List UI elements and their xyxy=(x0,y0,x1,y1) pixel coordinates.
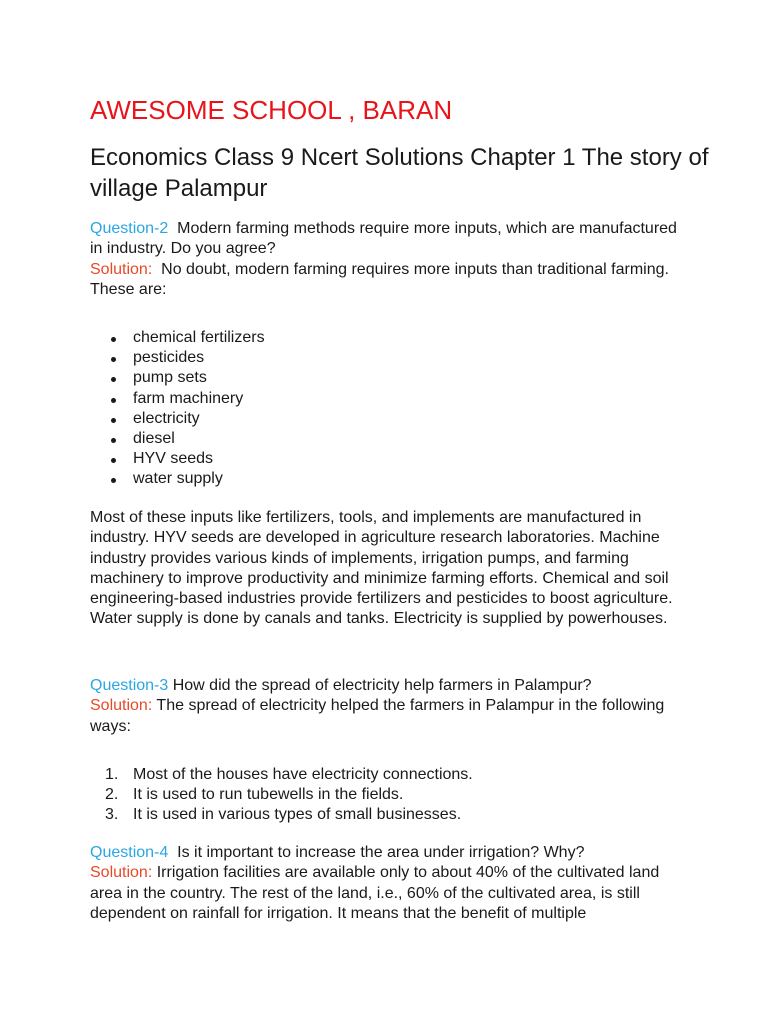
question-3 xyxy=(90,676,690,737)
list-item: pesticides xyxy=(90,348,265,368)
school-name: AWESOME SCHOOL , BARAN xyxy=(90,95,453,125)
list-item: pump sets xyxy=(90,368,265,388)
list-text: It is used in various types of small businesses. xyxy=(133,806,462,824)
solution-text: No doubt, modern farming requires more inputs than traditional farming. These are: xyxy=(90,260,669,298)
list-text: Most of the houses have electricity connections. xyxy=(133,766,473,783)
question-label: Question-4 xyxy=(90,844,169,861)
list-item: farm machinery xyxy=(90,389,265,409)
question-2 xyxy=(90,219,690,300)
solution-label: Solution: xyxy=(90,260,153,278)
list-item: water supply xyxy=(90,469,265,489)
question-text: How did the spread of electricity help farmers in Palampur? xyxy=(172,677,592,694)
list-item xyxy=(90,785,473,805)
list-number: 2. xyxy=(105,786,119,804)
list-item: diesel xyxy=(90,429,265,449)
inputs-list xyxy=(90,328,265,490)
question-label: Question-2 xyxy=(90,220,169,237)
question-text: Is it important to increase the area under irrigation? Why? xyxy=(177,844,585,861)
list-item: electricity xyxy=(90,409,265,429)
list-item: HYV seeds xyxy=(90,449,265,469)
list-item xyxy=(90,805,473,825)
inputs-paragraph: Most of these inputs like fertilizers, tools, and implements are manufactured in industry. HYV seeds are developed in agriculture research laboratories. Machine industry provides various kinds of implements, irrigation pumps, and farming machinery to improve productivity and minimize farming efforts. Chemical and soil engineering-based industries provide fertilizers and pesticides to boost agriculture. Water supply is done by canals and tanks. Electricity is supplied by powerhouses. xyxy=(90,509,673,628)
list-item xyxy=(90,765,473,785)
question-4 xyxy=(90,843,680,924)
question-label: Question-3 xyxy=(90,677,169,694)
solution-text: Irrigation facilities are available only to about 40% of the cultivated land area in the country. The rest of the land, i.e., 60% of the cultivated area, is still dependent on rainfall for irrigation. It means that the benefit of multiple xyxy=(90,864,660,922)
list-number: 1. xyxy=(105,766,119,783)
question-text: Modern farming methods require more inputs, which are manufactured in industry. Do you agree? xyxy=(90,220,677,258)
solution-label: Solution: xyxy=(90,864,153,882)
list-item: chemical fertilizers xyxy=(90,328,265,348)
list-text: It is used to run tubewells in the fields. xyxy=(133,786,404,804)
list-number: 3. xyxy=(105,806,119,824)
solution-text: The spread of electricity helped the farmers in Palampur in the following ways: xyxy=(90,697,665,735)
electricity-benefits-list xyxy=(90,765,473,826)
page-title: Economics Class 9 Ncert Solutions Chapter 1 The story of village Palampur xyxy=(90,144,709,202)
solution-label: Solution: xyxy=(90,697,153,715)
